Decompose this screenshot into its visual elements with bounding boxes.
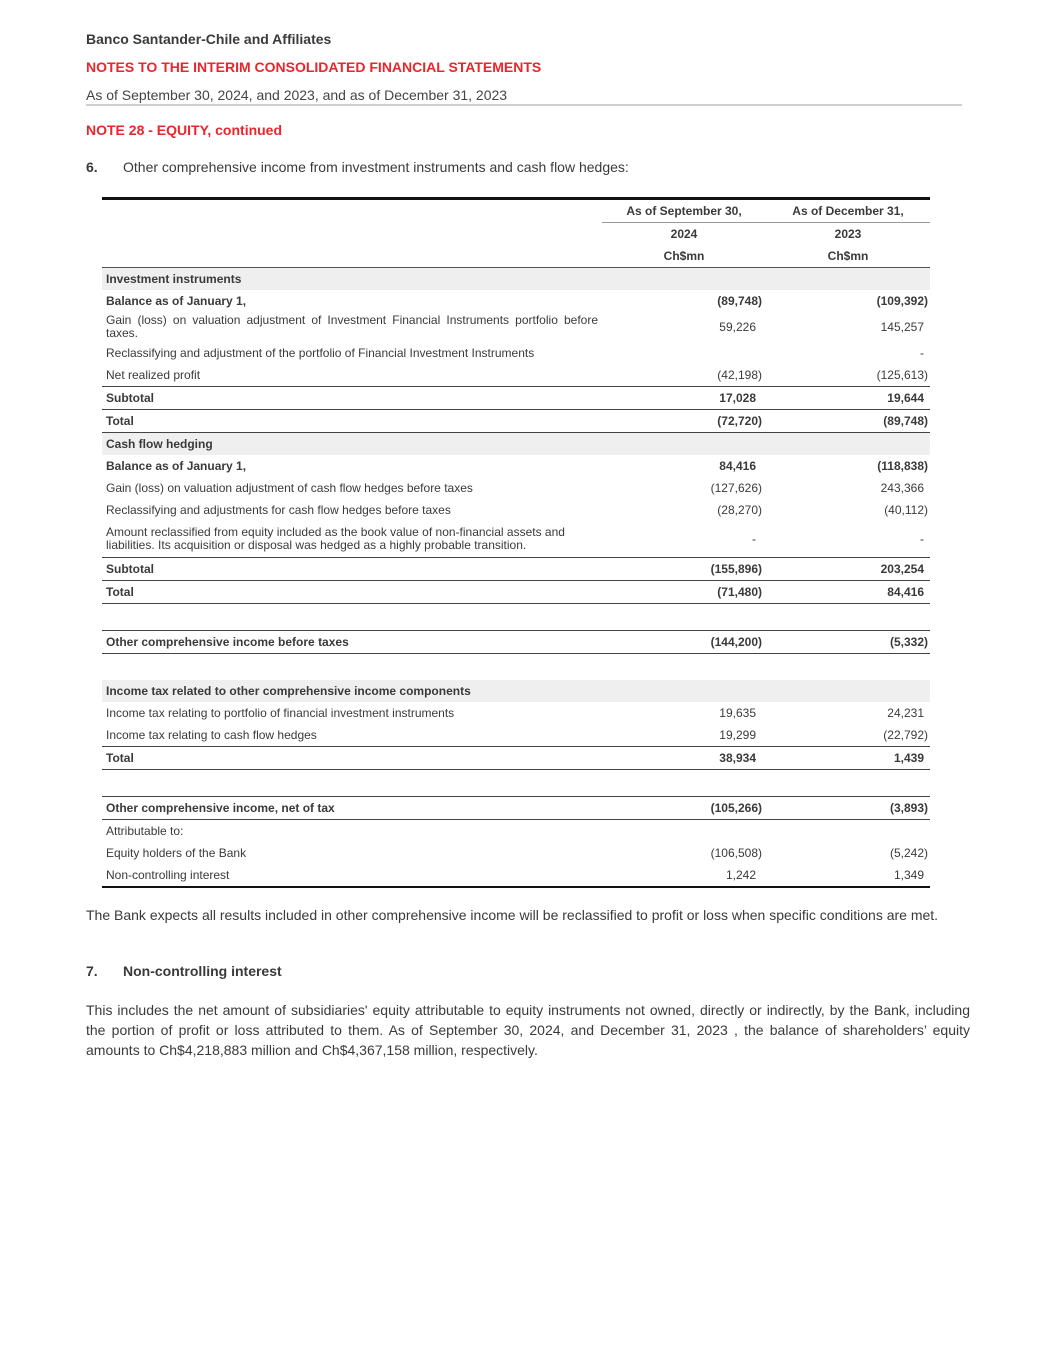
value-2023: (5,242) <box>889 846 928 860</box>
total-row <box>102 797 930 820</box>
value-2024: 59,226 <box>719 319 756 334</box>
value-2023: (40,112) <box>884 503 928 517</box>
spacer-row <box>102 604 930 631</box>
subtotal-row <box>102 387 930 410</box>
total-row <box>102 581 930 604</box>
value-2023: 243,366 <box>880 481 924 495</box>
value-2024: (71,480) <box>602 581 766 604</box>
value-2023: 24,231 <box>887 706 924 720</box>
non-controlling-interest-paragraph: This includes the net amount of subsidiaries' equity attributable to equity instruments not owned, directly or indirectly, by the Bank, including the portion of profit or loss attributed to them. As of September 30, 2024, and December 31, 2023 , the balance of shareholders’ equity amounts to Ch$4,218,883 million and Ch$4,367,158 million, respectively. <box>86 1002 970 1058</box>
row-label: Total <box>102 747 602 770</box>
value-2023: (89,748) <box>766 410 930 433</box>
value-2024 <box>602 268 766 291</box>
value-2024: (105,266) <box>602 797 766 820</box>
value-2023: 1,349 <box>766 864 930 887</box>
value-2024: (144,200) <box>602 631 766 654</box>
value-2024: 17,028 <box>602 387 766 410</box>
table-row <box>102 342 930 364</box>
table-row <box>102 521 930 558</box>
row-label: Gain (loss) on valuation adjustment of Investment Financial Instruments portfolio before taxes. <box>106 313 598 340</box>
column-header-year: 2024 <box>670 227 698 241</box>
row-label: Income tax related to other comprehensive income components <box>102 680 602 702</box>
oci-table <box>102 197 930 888</box>
row-label: Balance as of January 1, <box>106 294 247 308</box>
value-2023: 19,644 <box>766 387 930 410</box>
row-label: Balance as of January 1, <box>106 459 247 473</box>
section-6-heading <box>86 159 629 175</box>
value-2024: (89,748) <box>717 294 762 308</box>
value-2024: (42,198) <box>717 368 762 382</box>
value-2023: (118,838) <box>877 459 928 473</box>
table-row <box>102 842 930 864</box>
note-heading: NOTE 28 - EQUITY, continued <box>86 122 283 138</box>
row-label: Other comprehensive income before taxes <box>102 631 602 654</box>
section-number: 7. <box>86 963 98 979</box>
table-row <box>102 364 930 387</box>
row-label: Net realized profit <box>106 368 201 382</box>
table-row <box>102 702 930 724</box>
value-2023 <box>766 433 930 456</box>
table-header-row <box>102 199 930 223</box>
row-label: Reclassifying and adjustment of the portfolio of Financial Investment Instruments <box>106 346 535 360</box>
value-2023: - <box>920 346 924 360</box>
value-2024: (127,626) <box>710 481 762 495</box>
value-2024: 1,242 <box>602 864 766 887</box>
table-row <box>102 455 930 477</box>
table-row <box>102 290 930 312</box>
value-2023 <box>766 680 930 702</box>
value-2023: 203,254 <box>766 558 930 581</box>
value-2024 <box>602 433 766 456</box>
value-2023 <box>766 820 930 843</box>
column-header-period: As of December 31, <box>766 199 930 223</box>
value-2023: - <box>920 531 924 546</box>
table-row <box>102 820 930 843</box>
header-blank-cell <box>102 245 602 268</box>
row-label: Total <box>102 410 602 433</box>
table-row <box>102 477 930 499</box>
report-date-line: As of September 30, 2024, and 2023, and as of December 31, 2023 <box>86 87 508 103</box>
section-title: Non-controlling interest <box>123 963 282 979</box>
section-row <box>102 680 930 702</box>
value-2023: (109,392) <box>876 294 928 308</box>
row-label: Subtotal <box>102 558 602 581</box>
table-row <box>102 312 930 342</box>
value-2023: 145,257 <box>880 319 924 334</box>
value-2024: (155,896) <box>602 558 766 581</box>
row-label: Attributable to: <box>106 824 184 838</box>
value-2024 <box>602 820 766 843</box>
value-2024: 38,934 <box>602 747 766 770</box>
row-label: Income tax relating to cash flow hedges <box>106 728 317 742</box>
header-blank-cell <box>102 199 602 223</box>
header-blank-cell <box>102 223 602 246</box>
value-2023: (5,332) <box>766 631 930 654</box>
table-row <box>102 499 930 521</box>
column-header-year: 2023 <box>834 227 862 241</box>
value-2024: - <box>752 531 756 546</box>
section-row <box>102 433 930 456</box>
value-2023: (125,613) <box>876 368 928 382</box>
value-2023: 1,439 <box>766 747 930 770</box>
row-label: Amount reclassified from equity included as the book value of non-financial assets and liabilities. Its acquisition or disposal was hedged as a highly probable transition. <box>106 525 565 552</box>
notes-title: NOTES TO THE INTERIM CONSOLIDATED FINANCIAL STATEMENTS <box>86 59 542 75</box>
row-label: Income tax relating to portfolio of financial investment instruments <box>106 706 455 720</box>
value-2024: (106,508) <box>710 846 762 860</box>
row-label: Gain (loss) on valuation adjustment of cash flow hedges before taxes <box>106 481 473 495</box>
table-row <box>102 724 930 747</box>
column-header-unit: Ch$mn <box>602 245 766 268</box>
oci-reclassification-note: The Bank expects all results included in other comprehensive income will be reclassified to profit or loss when specific conditions are met. <box>86 907 939 923</box>
section-title: Other comprehensive income from investment instruments and cash flow hedges: <box>123 159 629 175</box>
value-2024: (28,270) <box>717 503 762 517</box>
value-2024: 84,416 <box>719 459 756 473</box>
row-label: Equity holders of the Bank <box>106 846 247 860</box>
value-2024 <box>602 342 766 364</box>
row-label: Total <box>102 581 602 604</box>
table-row <box>102 864 930 887</box>
value-2023: (22,792) <box>883 728 928 742</box>
total-row <box>102 631 930 654</box>
row-label: Subtotal <box>102 387 602 410</box>
row-label: Other comprehensive income, net of tax <box>102 797 602 820</box>
row-label: Non-controlling interest <box>102 864 602 887</box>
section-row <box>102 268 930 291</box>
column-header-period: As of September 30, <box>602 199 766 223</box>
value-2024: 19,635 <box>719 706 756 720</box>
row-label: Reclassifying and adjustments for cash flow hedges before taxes <box>106 503 451 517</box>
total-row <box>102 410 930 433</box>
total-row <box>102 747 930 770</box>
header-divider <box>86 104 962 106</box>
value-2024 <box>602 680 766 702</box>
value-2023: (3,893) <box>766 797 930 820</box>
subtotal-row <box>102 558 930 581</box>
value-2023: 84,416 <box>766 581 930 604</box>
row-label: Cash flow hedging <box>102 433 602 456</box>
spacer-row <box>102 770 930 797</box>
section-7-heading <box>86 963 282 979</box>
value-2024: 19,299 <box>719 728 756 742</box>
column-header-unit: Ch$mn <box>766 245 930 268</box>
row-label: Investment instruments <box>102 268 602 291</box>
value-2024: (72,720) <box>602 410 766 433</box>
section-number: 6. <box>86 159 98 175</box>
table-header-row <box>102 245 930 268</box>
spacer-row <box>102 654 930 681</box>
company-name: Banco Santander-Chile and Affiliates <box>86 31 332 47</box>
table-header-row <box>102 223 930 246</box>
value-2023 <box>766 268 930 291</box>
